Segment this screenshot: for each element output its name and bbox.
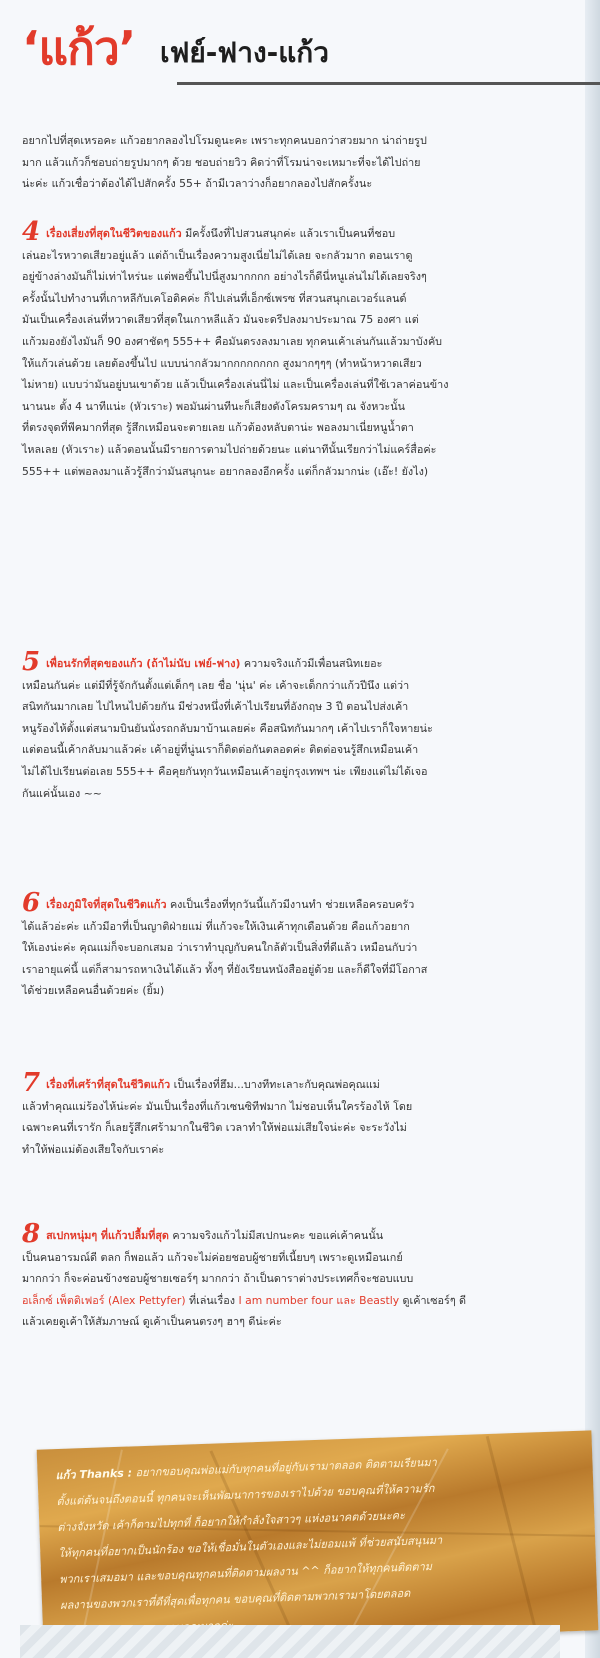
section-line: ให้เองน่ะค่ะ คุณแม่ก็จะบอกเสมอ ว่าเราทำบุญกับคนใกล้ตัวเป็นสิ่งที่ดีแล้ว เหมือนกับว่า xyxy=(22,941,418,955)
thanks-label: แก้ว Thanks : xyxy=(55,1466,133,1483)
section-7 xyxy=(22,1068,578,1160)
movie-titles: I am number four และ Beastly xyxy=(238,1293,400,1307)
section-line: เราอายุแค่นี้ แต่ก็สามารถหาเงินได้แล้ว ทั้งๆ ที่ยังเรียนหนังสืออยู่ด้วย และก็ดีใจที่มีโอกาส xyxy=(22,962,428,976)
thanks-line: ผลงานของพวกเราที่ดีที่สุดเพื่อทุกคน ขอบคุณที่ติดตามพวกเรามาโดยตลอด xyxy=(59,1586,411,1613)
section-line: ที่ตรงจุดที่พีคมากที่สุด รู้สึกเหมือนจะตายเลย แก้วต้องหลับตาน่ะ พอลงมาเนี่ยหนูน้ำตา xyxy=(22,421,414,435)
page-edge xyxy=(585,0,600,1658)
section-line: มันเป็นเครื่องเล่นที่หวาดเสียวที่สุดในเกาหลีแล้ว มันจะดรีปลงมาประมาณ 75 องศา แต่ xyxy=(22,313,419,327)
section-line: ให้แก้วเล่นด้วย เลยต้องขึ้นไป แบบน่ากลัวมากกกกกกกก สูงมากๆๆๆ (ทำหน้าหวาดเสียว xyxy=(22,356,422,370)
section-line: ได้ช่วยเหลือคนอื่นด้วยค่ะ (ยิ้ม) xyxy=(22,984,165,998)
section-5 xyxy=(22,647,578,804)
section-line: แต่ตอนนี้เค้ากลับมาแล้วค่ะ เค้าอยู่ที่นู่นเราก็ติดต่อกันตลอดค่ะ ติดต่อจนรู้สึกเหมือนเค้า xyxy=(22,743,419,757)
section-number: 4 xyxy=(22,217,41,247)
section-heading: สเปกหนุ่มๆ ที่แก้วปลื้มที่สุด xyxy=(46,1229,169,1242)
inline-text: ดูเค้าเซอร์ๆ ดี xyxy=(402,1293,467,1307)
thanks-line: ตั้งแต่ต้นจนถึงตอนนี้ ทุกคนจะเห็นพัฒนาการของเราไปด้วย ขอบคุณที่ให้ความรัก xyxy=(56,1481,435,1509)
thanks-text xyxy=(55,1445,576,1645)
intro-line: น่ะค่ะ แก้วเชื่อว่าต้องได้ไปสักครั้ง 55+ ถ้ามีเวลาว่างก็อยากลองไปสักครั้งนะ xyxy=(22,177,373,190)
thanks-line: พวกเราเสมอมา และขอบคุณทุกคนที่ติดตามผลงาน ^^ ก็อยากให้ทุกคนติดตาม xyxy=(58,1560,433,1587)
section-line: นานนะ ตั้ง 4 นาทีแน่ะ (หัวเราะ) พอมันผ่านทีนะก็เสียงดังโครมครามๆ ณ จังหวะนั้น xyxy=(22,399,405,413)
section-body xyxy=(22,888,578,1002)
section-line: เฉพาะคนที่เรารัก ก็เลยรู้สึกเศร้ามากในชีวิต เวลาทำให้พ่อแม่เสียใจน่ะค่ะ จะระวังไม่ xyxy=(22,1121,407,1135)
thanks-line: ต่างจังหวัด เค้าก็ตามไปทุกที่ ก็อยากให้กำลังใจสาวๆ แห่งอนาคตด้วยนะคะ xyxy=(57,1508,406,1535)
thanks-line: ให้ทุกคนที่อยากเป็นนักร้อง ขอให้เชื่อมั่นในตัวเองและไม่ยอมแพ้ ที่ช่วยสนับสนุนมา xyxy=(58,1533,443,1561)
bottom-stripe-border xyxy=(20,1625,560,1658)
section-first-line: คงเป็นเรื่องที่ทุกวันนี้แก้วมีงานทำ ช่วยเหลือครอบครัว xyxy=(169,898,415,911)
section-body xyxy=(22,217,578,482)
section-line: สนิทกันมากเลย ไปไหนไปด้วยกัน มีช่วงหนึ่งที่เค้าไปเรียนที่อังกฤษ 3 ปี ตอนไปส่งเค้า xyxy=(22,700,409,714)
section-first-line: ความจริงแก้วไม่มีสเปกนะคะ ขอแค่เค้าคนนั้น xyxy=(172,1229,384,1242)
section-line: เหมือนกันค่ะ แต่มีที่รู้จักกันตั้งแต่เด็กๆ เลย ชื่อ 'นุ่น' ค่ะ เค้าจะเด็กกว่าแก้วปีนึง แต่ว่า xyxy=(22,678,410,692)
section-6 xyxy=(22,888,578,1002)
section-first-line: มีครั้งนึงที่ไปสวนสนุกค่ะ แล้วเราเป็นคนที่ชอบ xyxy=(185,227,396,240)
section-line-mixed xyxy=(22,1290,578,1312)
section-line: มากกว่า ก็จะค่อนข้างชอบผู้ชายเซอร์ๆ มากกว่า ถ้าเป็นดาราต่างประเทศก็จะชอบแบบ xyxy=(22,1272,414,1286)
section-number: 5 xyxy=(22,647,41,677)
section-8 xyxy=(22,1219,578,1333)
section-number: 8 xyxy=(22,1219,41,1249)
section-number: 7 xyxy=(22,1068,41,1098)
section-line: ครั้งนั้นไปทำงานที่เกาหลีกับเคโอติคค่ะ ก็ไปเล่นที่เอ็กซ์เพรซ ที่สวนสนุกเอเวอร์แลนด์ xyxy=(22,291,407,305)
section-line: กันแค่นั้นเอง ~~ xyxy=(22,786,102,800)
intro-line: อยากไปที่สุดเหรอคะ แก้วอยากลองไปโรมดูนะคะ เพราะทุกคนบอกว่าสวยมาก น่าถ่ายรูป xyxy=(22,134,427,147)
inline-text: ที่เล่นเรื่อง xyxy=(189,1293,236,1307)
section-line: ไม่หาย) แบบว่ามันอยู่บนเขาด้วย แล้วเป็นเครื่องเล่นนี่ไม่ และเป็นเครื่องเล่นที่ใช้เวลาค่อนข้าง xyxy=(22,378,449,392)
section-line: เป็นคนอารมณ์ดี ตลก ก็พอแล้ว แก้วจะไม่ค่อยชอบผู้ชายที่เนี้ยบๆ เพราะดูเหมือนเกย์ xyxy=(22,1250,403,1264)
section-line: แก้วมองยังไงมันก็ 90 องศาชัดๆ 555++ คือมันตรงลงมาเลย ทุกคนเค้าเล่นกันแล้วมาบังคับ xyxy=(22,334,443,348)
intro-line: มาก แล้วแก้วก็ชอบถ่ายรูปมากๆ ด้วย ชอบถ่ายวิว คิดว่าที่โรมน่าจะเหมาะที่จะได้ไปถ่าย xyxy=(22,155,421,169)
section-line: ทำให้พ่อแม่ต้องเสียใจกับเราค่ะ xyxy=(22,1142,165,1156)
actor-name: อเล็กซ์ เพ็ตติเฟอร์ (Alex Pettyfer) xyxy=(22,1293,186,1307)
page-subtitle: เฟย์-ฟาง-แก้ว xyxy=(160,36,329,69)
page-title: ‘แก้ว’ xyxy=(22,21,136,75)
section-line: 555++ แต่พอลงมาแล้วรู้สึกว่ามันสนุกนะ อยากลองอีกครั้ง แต่ก็กลัวมากน่ะ (เอ๊ะ! ยังไง) xyxy=(22,464,429,478)
section-number: 6 xyxy=(22,888,41,918)
section-line: ได้แล้วอ่ะค่ะ แก้วมีอาที่เป็นญาติฝ่ายแม่ ที่แก้วจะให้เงินเค้าทุกเดือนด้วย คือแก้วอยาก xyxy=(22,919,410,933)
section-line: ไม่ได้ไปเรียนต่อเลย 555++ คือคุยกันทุกวันเหมือนเค้าอยู่กรุงเทพฯ น่ะ เพียงแต่ไม่ได้เจอ xyxy=(22,764,428,778)
section-line: แล้วทำคุณแม่ร้องไห้น่ะค่ะ มันเป็นเรื่องที่แก้วเซนซิทีฟมาก ไม่ชอบเห็นใครร้องไห้ โดย xyxy=(22,1099,413,1113)
thanks-note xyxy=(37,1430,599,1649)
section-heading: เพื่อนรักที่สุดของแก้ว (ถ้าไม่นับ เฟย์-ฟาง) xyxy=(46,657,241,670)
section-line: หนูร้องไห้ตั้งแต่สนามบินยันนั่งรถกลับมาบ้านเลยค่ะ คือสนิทกันมากๆ เค้าไปเราก็ใจหายน่ะ xyxy=(22,721,433,735)
section-body xyxy=(22,647,578,804)
section-body xyxy=(22,1219,578,1333)
section-4 xyxy=(22,217,578,482)
section-line: แล้วเคยดูเค้าให้สัมภาษณ์ ดูเค้าเป็นคนตรงๆ ฮาๆ ดีน่ะค่ะ xyxy=(22,1315,282,1329)
intro-paragraph xyxy=(22,130,578,195)
section-line: เล่นอะไรหวาดเสียวอยู่แล้ว แต่ถ้าเป็นเรื่องความสูงเนี่ยไม่ได้เลย จะกลัวมาก ตอนเราดู xyxy=(22,248,413,262)
section-heading: เรื่องเสี่ยงที่สุดในชีวิตของแก้ว xyxy=(46,227,182,240)
section-first-line: เป็นเรื่องที่ฮึม...บางทีทะเลาะกับคุณพ่อคุณแม่ xyxy=(173,1078,380,1091)
section-line: อยู่ข้างล่างมันก็ไม่เท่าไหร่นะ แต่พอขึ้นไปนี่สูงมากกกก อย่างไรก็ดีนี่หนูเล่นไม่ได้เลยจริงๆ xyxy=(22,270,427,284)
thanks-line-text: อยากขอบคุณพ่อแม่กับทุกคนที่อยู่กับเรามาตลอด ติดตามเรียนมา xyxy=(135,1455,437,1480)
section-heading: เรื่องที่เศร้าที่สุดในชีวิตแก้ว xyxy=(46,1078,171,1091)
section-heading: เรื่องภูมิใจที่สุดในชีวิตแก้ว xyxy=(46,898,167,911)
section-line: ไหลเลย (หัวเราะ) แล้วตอนนั้นมีรายการตามไปถ่ายด้วยนะ แต่นาทีนั้นเรียกว่าไม่แคร์สื่อค่ะ xyxy=(22,442,437,456)
section-first-line: ความจริงแก้วมีเพื่อนสนิทเยอะ xyxy=(243,657,383,670)
section-body xyxy=(22,1068,578,1160)
header-rule xyxy=(177,82,600,85)
page-header xyxy=(22,18,600,88)
